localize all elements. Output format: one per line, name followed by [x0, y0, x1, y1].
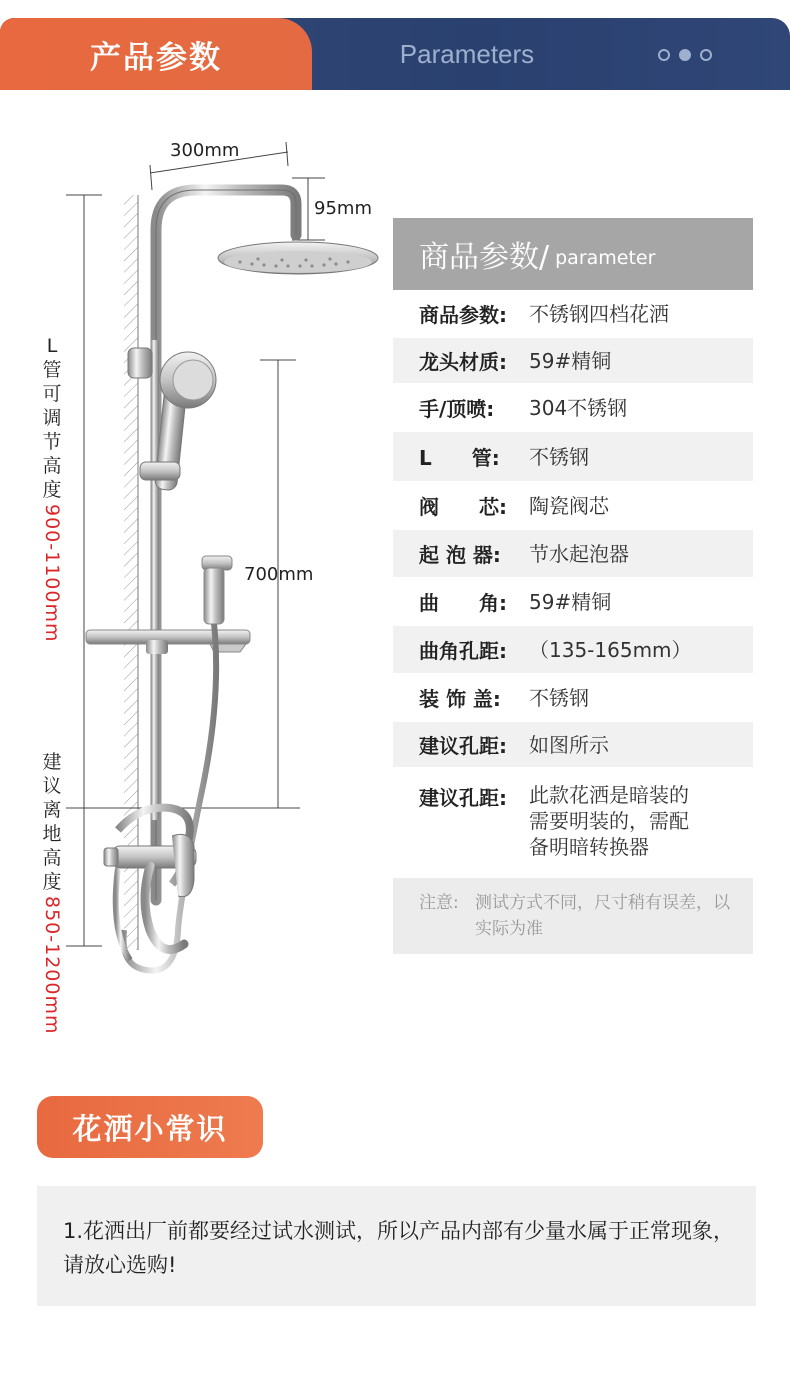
note-text: 测试方式不同，尺寸稍有误差，以实际为准 — [475, 893, 730, 939]
spec-row-value: 不锈钢四档花洒 — [529, 301, 669, 326]
spec-row — [393, 578, 753, 626]
spec-row-value: 不锈钢 — [529, 444, 589, 469]
tips-text: 1.花洒出厂前都要经过试水测试，所以产品内部有少量水属于正常现象，请放心选购! — [63, 1219, 735, 1277]
pager-dot-3 — [700, 49, 712, 61]
pager-dot-1 — [658, 49, 670, 61]
note-label: 注意: — [419, 893, 459, 913]
rain-shower-head — [218, 242, 378, 274]
tips-text-box — [37, 1186, 756, 1306]
spec-row-value: 59#精铜 — [529, 589, 612, 614]
spec-row-label: 商品参数: — [419, 303, 507, 327]
spec-row-label: 阀 芯: — [419, 495, 507, 519]
slide-bar — [151, 340, 159, 820]
spec-rows — [393, 290, 753, 878]
l-pipe-height-text: L管可调节高度 — [42, 335, 62, 501]
spec-row-label: 建议孔距: — [419, 734, 507, 758]
banner-title-en: Parameters — [399, 38, 535, 69]
spec-note — [393, 878, 753, 954]
spec-row-value: 如图所示 — [529, 732, 609, 757]
spec-row-value: 59#精铜 — [529, 348, 612, 373]
spec-row — [393, 338, 753, 384]
spec-row — [393, 384, 753, 432]
spec-row-value: （135-165mm） — [529, 637, 692, 662]
header-banner — [0, 18, 790, 90]
spec-title-en: parameter — [555, 247, 656, 269]
soap-shelf — [86, 630, 250, 654]
spec-row-value: 304不锈钢 — [529, 395, 628, 420]
spec-row — [393, 432, 753, 482]
pager-dot-2 — [679, 49, 691, 61]
spec-table-header — [393, 218, 753, 290]
l-pipe-height-label — [40, 334, 64, 643]
riser-pipe-edge — [156, 190, 296, 900]
spec-table — [393, 218, 753, 954]
hand-shower — [128, 348, 216, 491]
spec-row-label: 曲 角: — [419, 591, 507, 615]
spec-row-label: 装 饰 盖: — [419, 687, 501, 711]
install-height-label — [40, 750, 64, 1035]
tips-title-badge: 花洒小常识 — [37, 1096, 263, 1158]
spec-row-label: 起 泡 器: — [419, 543, 501, 567]
spec-row — [393, 722, 753, 768]
bidet-spray-gun — [202, 556, 232, 624]
spec-row — [393, 290, 753, 338]
spec-row-label: 手/顶喷: — [419, 397, 495, 421]
riser-pipe — [156, 190, 296, 900]
width-dimension-label: 300mm — [170, 140, 240, 161]
head-height-dimension-label: 95mm — [314, 198, 372, 219]
banner-title-cn: 产品参数 — [90, 39, 222, 76]
spec-row — [393, 768, 753, 878]
spec-row-value: 不锈钢 — [529, 685, 589, 710]
rail-length-label: 700mm — [244, 564, 314, 585]
spec-row-label: 建议孔距: — [419, 786, 507, 810]
shower-dimension-diagram — [0, 100, 400, 1060]
spec-row — [393, 674, 753, 722]
spec-row-value: 陶瓷阀芯 — [529, 493, 609, 518]
install-height-text: 建议离地高度 — [42, 751, 62, 893]
spec-row-label: 龙头材质: — [419, 350, 507, 374]
spec-title-cn: 商品参数/ — [419, 240, 550, 275]
install-height-range: 850-1200mm — [41, 896, 63, 1035]
mixer-valve — [104, 808, 196, 960]
spec-row-label: L 管: — [419, 446, 500, 470]
spec-row-label: 曲角孔距: — [419, 639, 507, 663]
spec-row — [393, 482, 753, 530]
pager-dots — [658, 49, 712, 61]
wall-hatch — [124, 195, 138, 950]
spec-row — [393, 626, 753, 674]
spec-row-value: 节水起泡器 — [529, 541, 629, 566]
spec-row-value: 此款花洒是暗装的 需要明装的，需配 备明暗转换器 — [529, 783, 689, 859]
l-pipe-height-range: 900-1100mm — [41, 504, 63, 643]
spec-row — [393, 530, 753, 578]
